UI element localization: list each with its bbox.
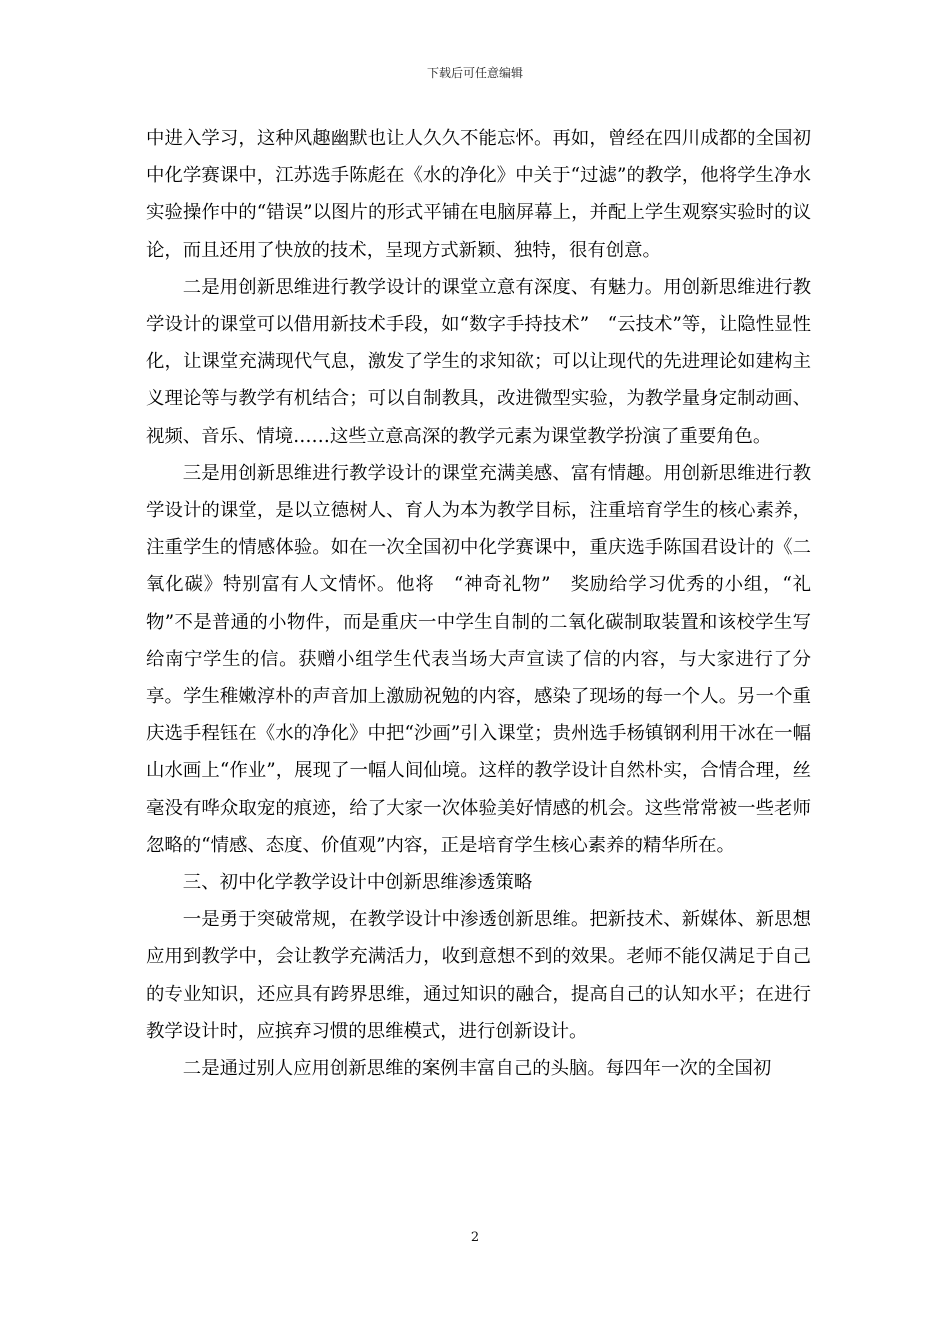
- paragraph-strategy-one: 一是勇于突破常规，在教学设计中渗透创新思维。把新技术、新媒体、新思想应用到教学中，会让教学充满活力，收到意想不到的效果。老师不能仅满足于自己的专业知识，还应具有跨界思维，通过知识的融合，提高自己的认知水平；在进行教学设计时，应摈弃习惯的思维模式，进行创新设计。: [146, 909, 811, 1042]
- paragraph-continuation: 中进入学习，这种风趣幽默也让人久久不能忘怀。再如，曾经在四川成都的全国初中化学赛课中，江苏选手陈彪在《水的净化》中关于“过滤”的教学，他将学生净水实验操作中的“错误”以图片的形式平铺在电脑屏幕上，并配上学生观察实验时的议论，而且还用了快放的技术，呈现方式新颖、独特，很有创意。: [146, 128, 811, 261]
- paragraph-point-two: 二是用创新思维进行教学设计的课堂立意有深度、有魅力。用创新思维进行教学设计的课堂可以借用新技术手段，如“数字手持技术” “云技术”等，让隐性显性化，让课堂充满现代气息，激发了学生的求知欲；可以让现代的先进理论如建构主义理论等与教学有机结合；可以自制教具，改进微型实验，为教学量身定制动画、视频、音乐、情境……这些立意高深的教学元素为课堂教学扮演了重要角色。: [146, 276, 811, 447]
- paragraph-point-three: 三是用创新思维进行教学设计的课堂充满美感、富有情趣。用创新思维进行教学设计的课堂，是以立德树人、育人为本为教学目标，注重培育学生的核心素养，注重学生的情感体验。如在一次全国初中化学赛课中，重庆选手陈国君设计的《二氧化碳》特别富有人文情怀。他将 “神奇礼物” 奖励给学习优秀的小组，“礼物”不是普通的小物件，而是重庆一中学生自制的二氧化碳制取装置和该校学生写给南宁学生的信。获赠小组学生代表当场大声宣读了信的内容，与大家进行了分享。学生稚嫩淳朴的声音加上激励祝勉的内容，感染了现场的每一个人。另一个重庆选手程钰在《水的净化》中把“沙画”引入课堂；贵州选手杨镇钢利用干冰在一幅山水画上“作业”，展现了一幅人间仙境。这样的教学设计自然朴实，合情合理，丝毫没有哗众取宠的痕迹，给了大家一次体验美好情感的机会。这些常常被一些老师忽略的“情感、态度、价值观”内容，正是培育学生核心素养的精华所在。: [146, 462, 811, 856]
- document-body: [146, 120, 811, 1087]
- section-heading: 三、初中化学教学设计中创新思维渗透策略: [182, 872, 533, 894]
- page-number: 2: [470, 1230, 480, 1245]
- page-header: 下载后可任意编辑: [426, 66, 523, 80]
- paragraph-strategy-two: 二是通过别人应用创新思维的案例丰富自己的头脑。每四年一次的全国初: [182, 1058, 772, 1080]
